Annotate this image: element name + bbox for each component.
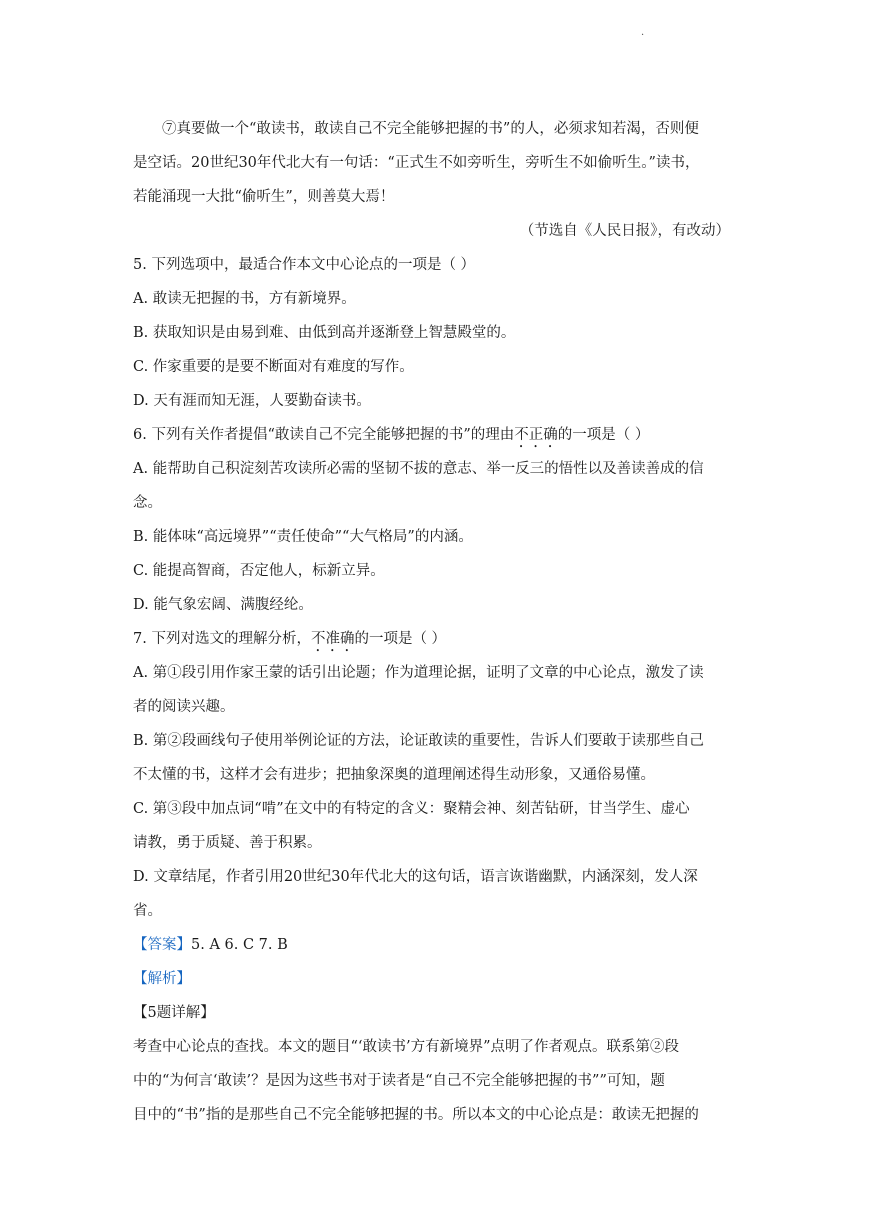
option-c-continued: 请教，勇于质疑、善于积累。 <box>133 835 322 851</box>
question-5 <box>133 248 736 418</box>
analysis-line: 考查中心论点的查找。本文的题目“‘敢读书’方有新境界”点明了作者观点。联系第②段 <box>133 1039 680 1055</box>
answer-tag: 【答案】 <box>133 937 191 953</box>
option-a-continued: 念。 <box>133 495 162 511</box>
question-7 <box>133 622 736 928</box>
analysis-line: 目中的“书”指的是那些自己不完全能够把握的书。所以本文的中心论点是：敢读无把握的 <box>133 1107 699 1123</box>
answer-line <box>133 928 736 962</box>
option-c: C. 作家重要的是要不断面对有难度的写作。 <box>133 359 414 375</box>
passage-line: 是空话。20世纪30年代北大有一句话：“正式生不如旁听生，旁听生不如偷听生。”读书， <box>133 155 700 171</box>
option-c: C. 第③段中加点词“啃”在文中的有特定的含义：聚精会神、刻苦钻研，甘当学生、虚心 <box>133 801 690 817</box>
analysis-q5-heading: 【5题详解】 <box>133 1005 215 1021</box>
analysis-tag: 【解析】 <box>133 971 191 987</box>
answer-text: 5. A 6. C 7. B <box>191 937 288 953</box>
stem-text: 6. 下列有关作者提倡“敢读自己不完全能够把握的书”的理由 <box>133 427 515 443</box>
header-mark: · <box>641 30 645 41</box>
stem-text: 的一项是（ ） <box>354 631 447 647</box>
question-stem <box>133 418 736 452</box>
option-d: D. 文章结尾，作者引用20世纪30年代北大的这句话，语言诙谐幽默，内涵深刻，发人深 <box>133 869 698 885</box>
stem-text: 的一项是（ ） <box>557 427 650 443</box>
option-b: B. 获取知识是由易到难、由低到高并逐渐登上智慧殿堂的。 <box>133 325 516 341</box>
passage-line: 若能涌现一大批“偷听生”，则善莫大焉！ <box>133 189 395 205</box>
option-d-continued: 省。 <box>133 903 162 919</box>
option-a: A. 能帮助自己积淀刻苦攻读所必需的坚韧不拔的意志、举一反三的悟性以及善读善成的信 <box>133 461 704 477</box>
question-stem <box>133 622 736 656</box>
analysis-section <box>133 962 736 1132</box>
option-b: B. 能体味“高远境界”“责任使命”“大气格局”的内涵。 <box>133 529 473 545</box>
option-d: D. 能气象宏阔、满腹经纶。 <box>133 597 313 613</box>
stem-text: 7. 下列对选文的理解分析， <box>133 631 311 647</box>
option-b-continued: 不太懂的书，这样才会有进步；把抽象深奥的道理阐述得生动形象，又通俗易懂。 <box>133 767 655 783</box>
emphasized-words: 不正确 <box>514 427 558 443</box>
option-a: A. 第①段引用作家王蒙的话引出论题；作为道理论据，证明了文章的中心论点，激发了读 <box>133 665 704 681</box>
passage-paragraph-7 <box>133 112 736 248</box>
option-b: B. 第②段画线句子使用举例论证的方法，论证敢读的重要性，告诉人们要敢于读那些自己 <box>133 733 704 749</box>
option-a-continued: 者的阅读兴趣。 <box>133 699 235 715</box>
analysis-line: 中的“为何言‘敢读’？是因为这些书对于读者是“自己不完全能够把握的书””可知，题 <box>133 1073 665 1089</box>
question-stem: 5. 下列选项中，最适合作本文中心论点的一项是（ ） <box>133 257 476 273</box>
question-6 <box>133 418 736 622</box>
emphasized-words: 不准确 <box>310 631 355 647</box>
option-d: D. 天有涯而知无涯，人要勤奋读书。 <box>133 393 371 409</box>
answer-section <box>133 928 736 962</box>
document-body <box>133 112 736 1132</box>
option-a: A. 敢读无把握的书，方有新境界。 <box>133 291 356 307</box>
option-c: C. 能提高智商，否定他人，标新立异。 <box>133 563 385 579</box>
passage-line: ⑦真要做一个“敢读书，敢读自己不完全能够把握的书”的人，必须求知若渴，否则便 <box>162 121 699 137</box>
passage-source: （节选自《人民日报》，有改动） <box>519 223 730 239</box>
